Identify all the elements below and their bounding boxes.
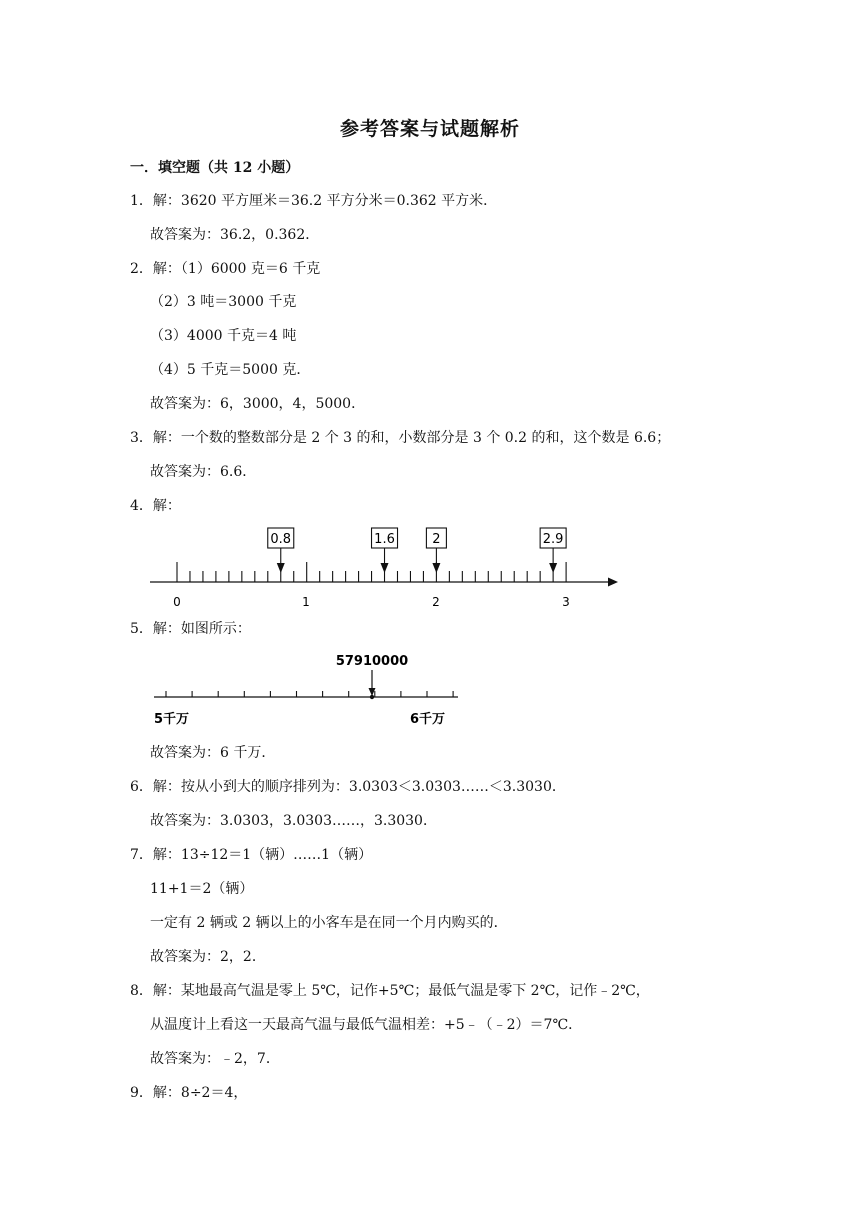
- q4-axis-arrow-icon: [608, 578, 618, 587]
- q4-mark-arrow-icon: [381, 563, 389, 573]
- q2-line3: （3）4000 千克＝4 吨: [150, 328, 297, 344]
- q6-answer: 故答案为：3.0303，3.0303……，3.3030．: [150, 813, 437, 829]
- q5-marker-label: 57910000: [335, 654, 409, 669]
- q4-tick-label-2: 2: [432, 595, 440, 609]
- q3-line1: 3．解：一个数的整数部分是 2 个 3 的和，小数部分是 3 个 0.2 的和，这个数是 6.6；: [130, 430, 671, 446]
- q4-tick-label-0: 0: [173, 595, 181, 609]
- q7-line3: 一定有 2 辆或 2 辆以上的小客车是在同一个月内购买的．: [150, 915, 508, 931]
- q5-right-label: 6千万: [410, 712, 446, 727]
- q1-line1: 1．解：3620 平方厘米＝36.2 平方分米＝0.362 平方米．: [130, 193, 498, 209]
- q4-mark-arrow-icon: [432, 563, 440, 573]
- q3-answer: 故答案为：6.6．: [150, 464, 257, 480]
- q8-line2: 从温度计上看这一天最高气温与最低气温相差：+5﹣（﹣2）＝7℃．: [150, 1017, 583, 1033]
- q7-answer: 故答案为：2，2．: [150, 949, 266, 965]
- page-title: 参考答案与试题解析: [339, 118, 520, 140]
- q5-marker-dot: [370, 695, 374, 699]
- q4-mark-label: 0.8: [270, 532, 292, 547]
- q4-mark-label: 2.9: [542, 532, 564, 547]
- q4-mark-arrow-icon: [277, 563, 285, 573]
- q2-answer: 故答案为：6，3000，4，5000．: [150, 396, 366, 412]
- q5-number-line: [148, 645, 468, 730]
- section-heading: 一．填空题（共 12 小题）: [130, 160, 300, 176]
- q4-mark-arrow-icon: [549, 563, 557, 573]
- q4-tick-label-1: 1: [302, 595, 310, 609]
- q9-line1: 9．解：8÷2＝4，: [130, 1085, 248, 1101]
- q4-line1: 4．解：: [130, 498, 181, 514]
- q4-mark-label: 2: [432, 532, 441, 547]
- q8-line1: 8．解：某地最高气温是零上 5℃，记作+5℃；最低气温是零下 2℃，记作﹣2℃，: [130, 983, 650, 999]
- q5-answer: 故答案为：6 千万．: [150, 745, 276, 761]
- q4-tick-label-3: 3: [562, 595, 570, 609]
- q4-number-line: [140, 520, 630, 615]
- q5-line1: 5．解：如图所示：: [130, 621, 251, 637]
- q8-answer: 故答案为：﹣2，7．: [150, 1051, 280, 1067]
- q4-mark-label: 1.6: [374, 532, 395, 547]
- q2-line2: （2）3 吨＝3000 千克: [150, 294, 297, 310]
- q2-line4: （4）5 千克＝5000 克．: [150, 362, 311, 378]
- q2-line1: 2．解：（1）6000 克＝6 千克: [130, 261, 321, 277]
- q7-line2: 11+1＝2（辆）: [150, 881, 254, 897]
- q7-line1: 7．解：13÷12＝1（辆）……1（辆）: [130, 847, 373, 863]
- q6-line1: 6．解：按从小到大的顺序排列为：3.0303＜3.0303……＜3.3030．: [130, 779, 566, 795]
- q1-answer: 故答案为：36.2，0.362．: [150, 227, 320, 243]
- q5-left-label: 5千万: [154, 712, 190, 727]
